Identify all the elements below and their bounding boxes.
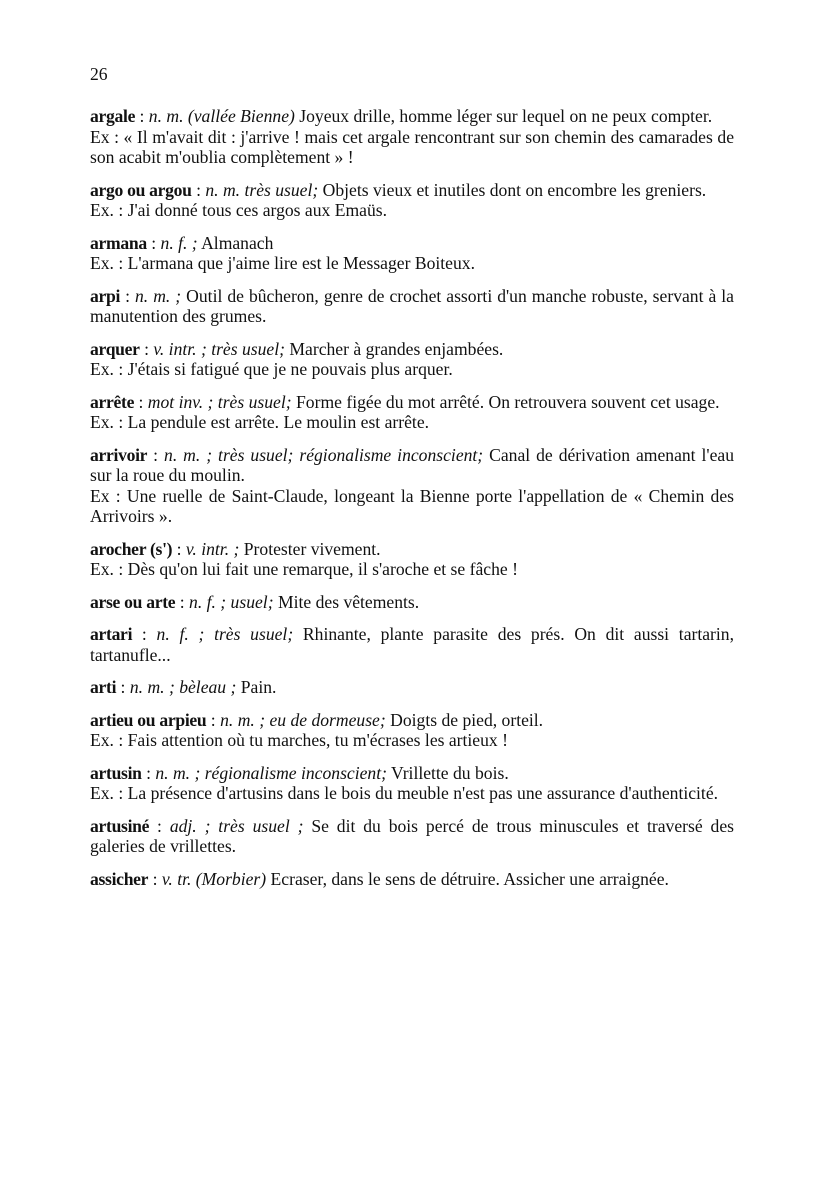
dictionary-entry [90,816,734,857]
entry-grammar: n. m. ; bèleau ; [129,677,237,697]
entry-headword: arocher (s') [90,538,173,559]
entry-grammar: n. f. ; [160,232,198,253]
entry-definition: Forme figée du mot arrêté. On retrouvera souvent cet usage. [291,391,720,412]
entry-definition-line [90,624,734,665]
entry-separator: : [116,677,130,697]
entry-separator: : [139,338,154,359]
entry-grammar: adj. ; très usuel ; [169,815,304,836]
entry-grammar: mot inv. ; très usuel; [147,391,292,412]
entry-definition: Marcher à grandes enjambées. [284,338,504,359]
entry-definition: Joyeux drille, homme léger sur lequel on ne peux compter. [294,106,713,126]
entry-separator: : [175,591,190,612]
entry-headword: artusin [90,762,142,783]
entry-definition-line [90,592,734,613]
entry-separator: : [134,391,148,412]
entry-headword: arquer [90,338,140,359]
entry-grammar: n. m. ; [135,285,182,306]
dictionary-entry [90,339,734,380]
entry-headword: arti [90,677,117,697]
dictionary-entry [90,180,734,221]
entry-definition: Se dit du bois percé de trous minuscules et traversé des galeries de vrillettes. [90,815,734,856]
entry-headword: arpi [90,285,121,306]
entry-grammar: v. intr. ; très usuel; [153,338,285,359]
entry-definition-line [90,233,734,254]
entry-example: Ex. : Fais attention où tu marches, tu m'écrases les artieux ! [90,730,508,750]
entry-definition: Almanach [197,232,274,253]
entry-separator: : [172,538,186,559]
entry-headword: arrête [90,391,135,412]
entry-example: Ex. : Dès qu'on lui fait une remarque, il s'aroche et se fâche ! [90,559,518,579]
entry-definition: Protester vivement. [239,538,381,559]
entry-headword: arse ou arte [90,591,176,612]
entry-definition-line [90,339,734,360]
dictionary-entry [90,763,734,804]
entry-definition: Rhinante, plante parasite des prés. On dit aussi tartarin, tartanufle... [90,624,734,665]
entry-separator: : [141,762,156,783]
dictionary-entry [90,624,734,665]
entry-grammar: n. m. (vallée Bienne) [148,106,295,126]
entry-definition: Ecraser, dans le sens de détruire. Assicher une arraignée. [266,868,669,889]
entry-example: Ex. : L'armana que j'aime lire est le Messager Boiteux. [90,253,475,273]
entry-headword: artari [90,624,133,644]
dictionary-entry [90,677,734,698]
dictionary-entry [90,106,734,168]
entry-definition: Canal de dérivation amenant l'eau sur la roue du moulin. [90,444,735,485]
entry-headword: argo ou argou [90,179,192,200]
entry-separator: : [147,444,165,465]
dictionary-entry [90,286,734,327]
entry-list [90,106,734,901]
entry-grammar: v. intr. ; [185,538,240,559]
entry-definition: Mite des vêtements. [273,591,420,612]
entry-example: Ex : « Il m'avait dit : j'arrive ! mais cet argale rencontrant sur son chemin des camarades de son acabit m'oublia complètement » ! [90,126,734,167]
entry-definition: Pain. [236,677,277,697]
entry-definition-line [90,106,734,127]
dictionary-entry [90,445,734,527]
entry-definition: Vrillette du bois. [386,762,509,783]
entry-grammar: n. f. ; usuel; [189,591,274,612]
entry-grammar: n. m. ; très usuel; régionalisme inconscient; [164,444,484,465]
entry-example: Ex. : J'ai donné tous ces argos aux Emaüs. [90,200,387,220]
page-number: 26 [90,64,108,84]
dictionary-entry [90,710,734,751]
entry-separator: : [149,815,170,836]
entry-definition-line [90,539,734,560]
entry-separator: : [132,624,157,644]
entry-headword: artieu ou arpieu [90,709,207,730]
dictionary-entry [90,392,734,433]
dictionary-entry [90,539,734,580]
entry-separator: : [191,179,206,200]
entry-separator: : [148,868,162,889]
entry-definition-line [90,677,734,698]
entry-separator: : [135,106,149,126]
dictionary-entry [90,233,734,274]
dictionary-entry [90,869,734,890]
entry-example: Ex. : J'étais si fatigué que je ne pouvais plus arquer. [90,359,453,379]
entry-grammar: v. tr. (Morbier) [161,868,267,889]
entry-headword: artusiné [90,815,150,836]
entry-definition: Outil de bûcheron, genre de crochet assorti d'un manche robuste, servant à la manutention des grumes. [90,285,734,326]
entry-example: Ex. : La présence d'artusins dans le bois du meuble n'est pas une assurance d'authenticité. [90,783,719,803]
dictionary-entry [90,592,734,613]
entry-example: Ex. : La pendule est arrête. Le moulin est arrête. [90,412,430,432]
entry-separator: : [206,709,221,730]
entry-example: Ex : Une ruelle de Saint-Claude, longeant la Bienne porte l'appellation de « Chemin des Arrivoirs ». [90,485,734,526]
entry-grammar: n. m. ; régionalisme inconscient; [155,762,387,783]
entry-headword: assicher [90,868,149,889]
entry-definition-line [90,445,734,486]
entry-definition: Doigts de pied, orteil. [385,709,544,730]
entry-definition-line [90,763,734,784]
entry-definition-line [90,816,734,857]
entry-grammar: n. f. ; très usuel; [156,624,294,644]
entry-separator: : [120,285,135,306]
entry-grammar: n. m. très usuel; [205,179,319,200]
entry-headword: arrivoir [90,444,148,465]
entry-grammar: n. m. ; eu de dormeuse; [220,709,386,730]
entry-headword: argale [90,106,136,126]
entry-definition-line [90,180,734,201]
entry-definition-line [90,392,734,413]
entry-definition: Objets vieux et inutiles dont on encombre les greniers. [318,179,707,200]
entry-definition-line [90,869,734,890]
entry-headword: armana [90,232,147,253]
entry-separator: : [146,232,161,253]
entry-definition-line [90,710,734,731]
entry-definition-line [90,286,734,327]
